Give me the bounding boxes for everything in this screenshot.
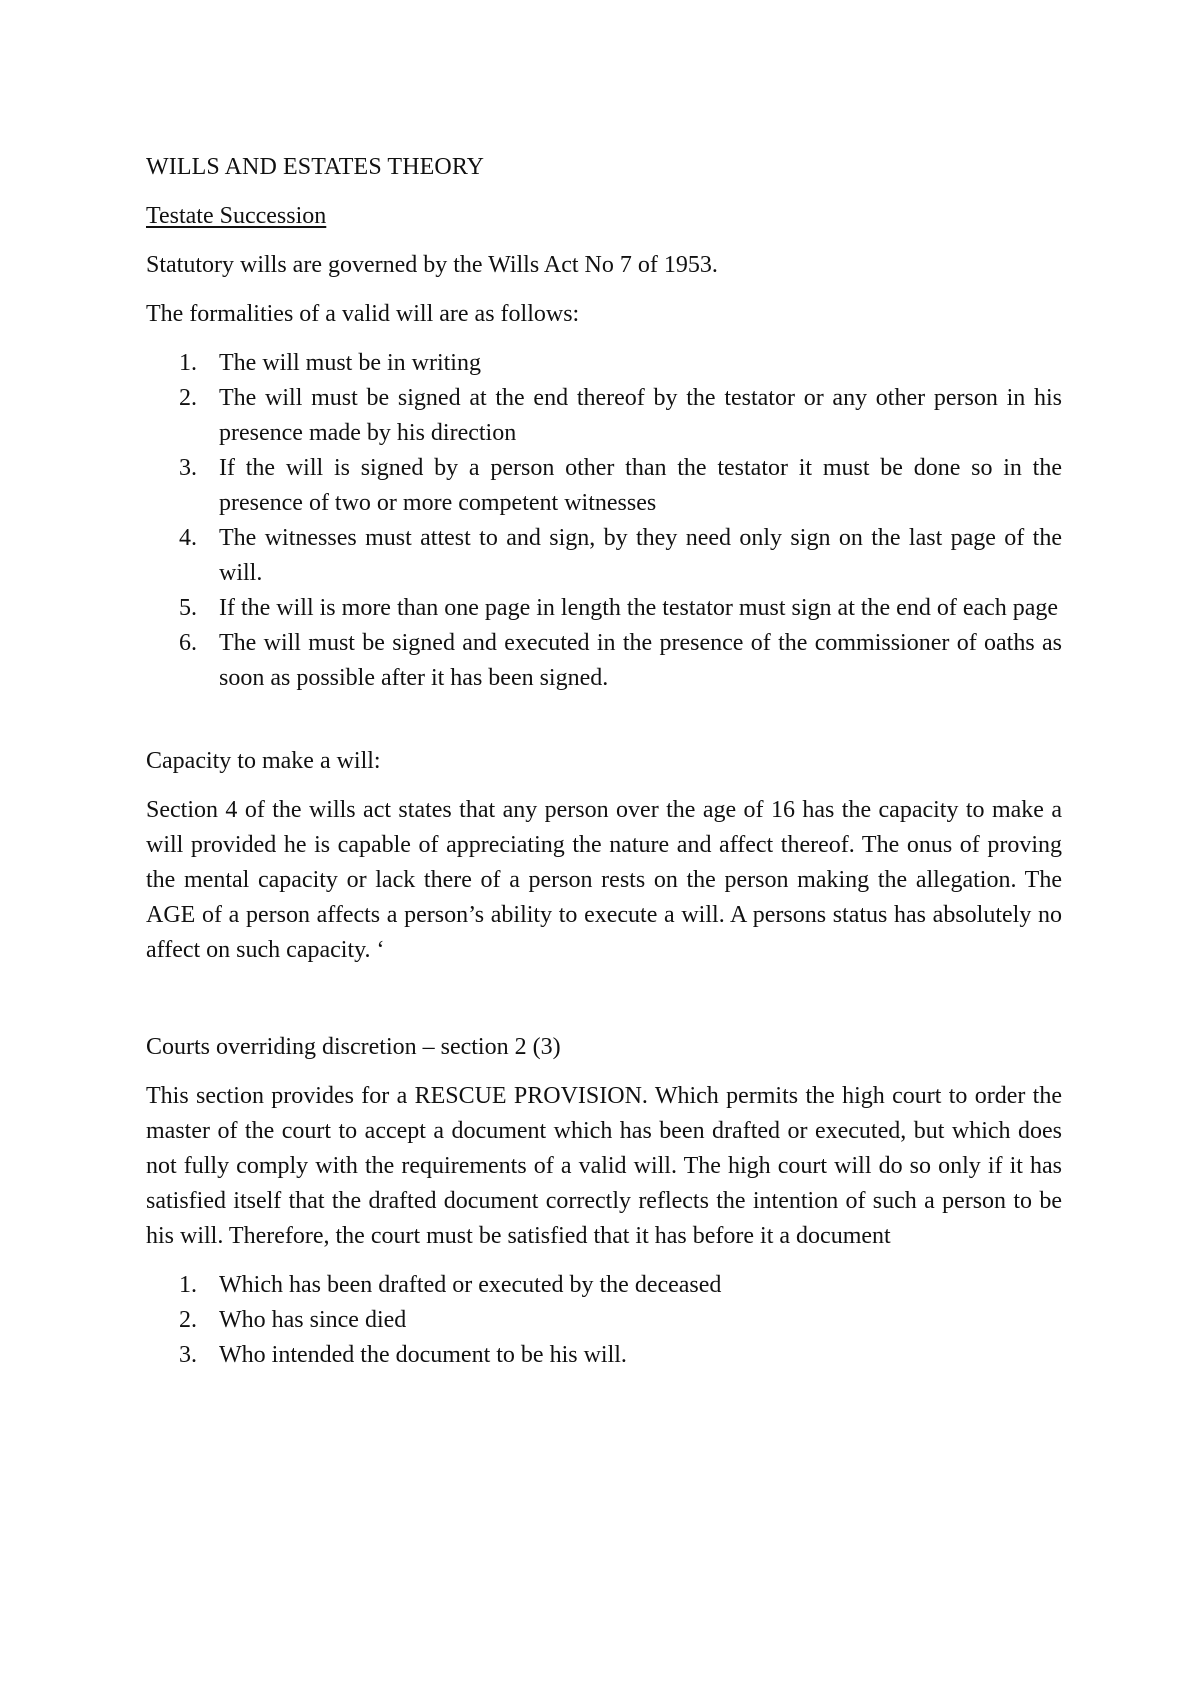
section-subtitle: Testate Succession bbox=[146, 203, 327, 229]
list-item bbox=[146, 451, 1062, 521]
list-number: 3. bbox=[179, 1342, 197, 1368]
spacer bbox=[146, 696, 1062, 744]
list-item bbox=[146, 591, 1062, 626]
list-item-text: The will must be signed at the end thereof by the testator or any other person in his presence made by his direction bbox=[219, 385, 1062, 446]
spacer bbox=[146, 982, 1062, 1030]
list-number: 6. bbox=[179, 630, 197, 656]
courts-paragraph: This section provides for a RESCUE PROVISION. Which permits the high court to order the master of the court to accept a document which has been drafted or executed, but which does not fully comply with the requirements of a valid will. The high court will do so only if it has satisfied itself that the drafted document correctly reflects the intention of such a person to be his will. Therefore, the court must be satisfied that it has before it a document bbox=[146, 1083, 1062, 1249]
list-item-text: If the will is more than one page in length the testator must sign at the end of each page bbox=[219, 595, 1059, 621]
courts-heading: Courts overriding discretion – section 2 (3) bbox=[146, 1034, 561, 1060]
list-item bbox=[146, 1268, 1062, 1303]
list-item bbox=[146, 626, 1062, 696]
list-item-text: Which has been drafted or executed by the deceased bbox=[219, 1272, 722, 1298]
list-item bbox=[146, 346, 1062, 381]
formalities-list bbox=[146, 346, 1062, 696]
list-item bbox=[146, 1303, 1062, 1338]
document-title: WILLS AND ESTATES THEORY bbox=[146, 154, 485, 180]
document-page bbox=[146, 150, 1062, 1373]
intro-paragraph: Statutory wills are governed by the Wills Act No 7 of 1953. bbox=[146, 252, 718, 278]
list-number: 2. bbox=[179, 385, 197, 411]
list-item bbox=[146, 1338, 1062, 1373]
list-item-text: The will must be in writing bbox=[219, 350, 481, 376]
list-item-text: The will must be signed and executed in the presence of the commissioner of oaths as soon as possible after it has been signed. bbox=[219, 630, 1062, 691]
list-item-text: Who has since died bbox=[219, 1307, 407, 1333]
list-item-text: If the will is signed by a person other than the testator it must be done so in the presence of two or more competent witnesses bbox=[219, 455, 1062, 516]
requirements-list bbox=[146, 1268, 1062, 1373]
formalities-intro: The formalities of a valid will are as follows: bbox=[146, 301, 580, 327]
list-number: 1. bbox=[179, 1272, 197, 1298]
capacity-heading: Capacity to make a will: bbox=[146, 748, 381, 774]
list-number: 1. bbox=[179, 350, 197, 376]
list-item-text: The witnesses must attest to and sign, by they need only sign on the last page of the will. bbox=[219, 525, 1062, 586]
list-number: 2. bbox=[179, 1307, 197, 1333]
list-item bbox=[146, 521, 1062, 591]
list-number: 3. bbox=[179, 455, 197, 481]
list-item bbox=[146, 381, 1062, 451]
list-item-text: Who intended the document to be his will. bbox=[219, 1342, 627, 1368]
list-number: 4. bbox=[179, 525, 197, 551]
capacity-paragraph: Section 4 of the wills act states that any person over the age of 16 has the capacity to make a will provided he is capable of appreciating the nature and affect thereof. The onus of proving the mental capacity or lack there of a person rests on the person making the allegation. The AGE of a person affects a person’s ability to execute a will. A persons status has absolutely no affect on such capacity. ‘ bbox=[146, 797, 1062, 963]
list-number: 5. bbox=[179, 595, 197, 621]
